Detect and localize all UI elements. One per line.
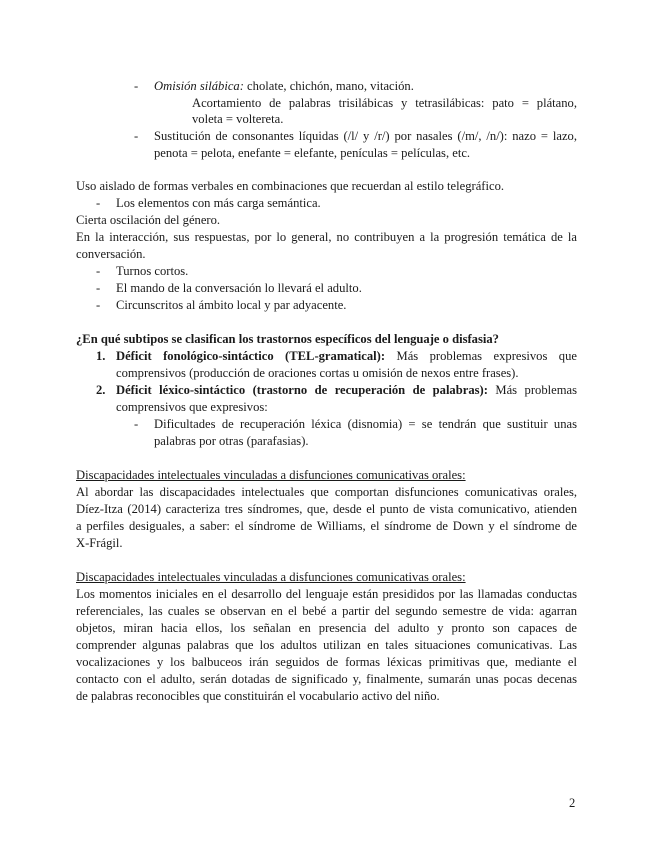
subtype-text: Más problemas expresivos que bbox=[385, 349, 577, 363]
list-dash: - bbox=[96, 196, 101, 210]
sub-line: Acortamiento de palabras trisilábicas y tetrasilábicas: pato = plátano, bbox=[192, 96, 577, 110]
paragraph-line: a perfiles desiguales, a saber: el síndrome de Williams, el síndrome de Down y el síndrome de bbox=[76, 519, 577, 533]
section-heading: Discapacidades intelectuales vinculadas a disfunciones comunicativas orales: bbox=[76, 570, 466, 584]
list-item-omision bbox=[154, 78, 414, 95]
item-label: Omisión silábica: bbox=[154, 79, 244, 93]
paragraph-line: contacto con el adulto, serán dotadas de significado y, finalmente, sumarán unas pocas decenas bbox=[76, 672, 577, 686]
list-dash: - bbox=[134, 417, 139, 431]
list-item: Circunscritos al ámbito local y par adyacente. bbox=[116, 298, 347, 312]
subtype-item-2 bbox=[116, 382, 577, 399]
paragraph-line: conversación. bbox=[76, 247, 146, 261]
paragraph-line: referenciales, las cuales se observan en el bebé a partir del segundo semestre de vida: agarran bbox=[76, 604, 577, 618]
list-item-continued: penota = pelota, enefante = elefante, penículas = películas, etc. bbox=[154, 146, 471, 160]
subtype-text: Más problemas bbox=[487, 383, 577, 397]
item-text: cholate, chichón, mano, vitación. bbox=[243, 79, 414, 93]
list-dash: - bbox=[96, 264, 101, 278]
paragraph-line: X-Frágil. bbox=[76, 536, 123, 550]
paragraph-line: Al abordar las discapacidades intelectuales que comportan disfunciones comunicativas orales, bbox=[76, 485, 577, 499]
sub-line: Dificultades de recuperación léxica (disnomia) = se tendrán que sustituir unas bbox=[154, 417, 577, 431]
list-number: 1. bbox=[96, 349, 106, 363]
section-heading: Discapacidades intelectuales vinculadas a disfunciones comunicativas orales: bbox=[76, 468, 466, 482]
question-heading: ¿En qué subtipos se clasifican los trastornos específicos del lenguaje o disfasia? bbox=[76, 332, 499, 346]
paragraph-line: vocalizaciones y los balbuceos irán seguidos de formas léxicas primitivas que, mediante el bbox=[76, 655, 577, 669]
paragraph-line: En la interacción, sus respuestas, por lo general, no contribuyen a la progresión temática de la bbox=[76, 230, 577, 244]
list-number: 2. bbox=[96, 383, 106, 397]
list-dash: - bbox=[96, 298, 101, 312]
paragraph-line: Díez-Itza (2014) caracteriza tres síndromes, que, desde el punto de vista comunicativo, atienden bbox=[76, 502, 577, 516]
list-item: Los elementos con más carga semántica. bbox=[116, 196, 321, 210]
sub-line: voleta = voltereta. bbox=[192, 112, 284, 126]
list-dash: - bbox=[96, 281, 101, 295]
list-dash: - bbox=[134, 79, 139, 93]
list-item: El mando de la conversación lo llevará el adulto. bbox=[116, 281, 362, 295]
paragraph-line: Uso aislado de formas verbales en combinaciones que recuerdan al estilo telegráfico. bbox=[76, 179, 505, 193]
list-item-sustitucion: Sustitución de consonantes líquidas (/l/ y /r/) por nasales (/m/, /n/): nazo = lazo, bbox=[154, 129, 577, 143]
sub-line: palabras por otras (parafasias). bbox=[154, 434, 309, 448]
paragraph-line: comprender algunas palabras que los adultos utilizan en tales situaciones comunicativas. Las bbox=[76, 638, 577, 652]
subtype-text: comprensivos que expresivos: bbox=[116, 400, 268, 414]
subtype-title: Déficit fonológico-sintáctico (TEL-gramatical): bbox=[116, 349, 386, 363]
list-item: Turnos cortos. bbox=[116, 264, 189, 278]
subtype-title: Déficit léxico-sintáctico (trastorno de recuperación de palabras): bbox=[116, 383, 488, 397]
page-number: 2 bbox=[569, 796, 576, 810]
paragraph-line: Cierta oscilación del género. bbox=[76, 213, 221, 227]
subtype-item-1 bbox=[116, 348, 577, 365]
list-dash: - bbox=[134, 129, 139, 143]
paragraph-line: de palabras reconocibles que constituirán el vocabulario activo del niño. bbox=[76, 689, 440, 703]
paragraph-line: Los momentos iniciales en el desarrollo del lenguaje están presididos por las llamadas conductas bbox=[76, 587, 577, 601]
paragraph-line: objetos, miran hacia ellos, los señalan en presencia del adulto y pronto son capaces de bbox=[76, 621, 577, 635]
subtype-text: comprensivos (producción de oraciones cortas u omisión de nexos entre frases). bbox=[116, 366, 519, 380]
